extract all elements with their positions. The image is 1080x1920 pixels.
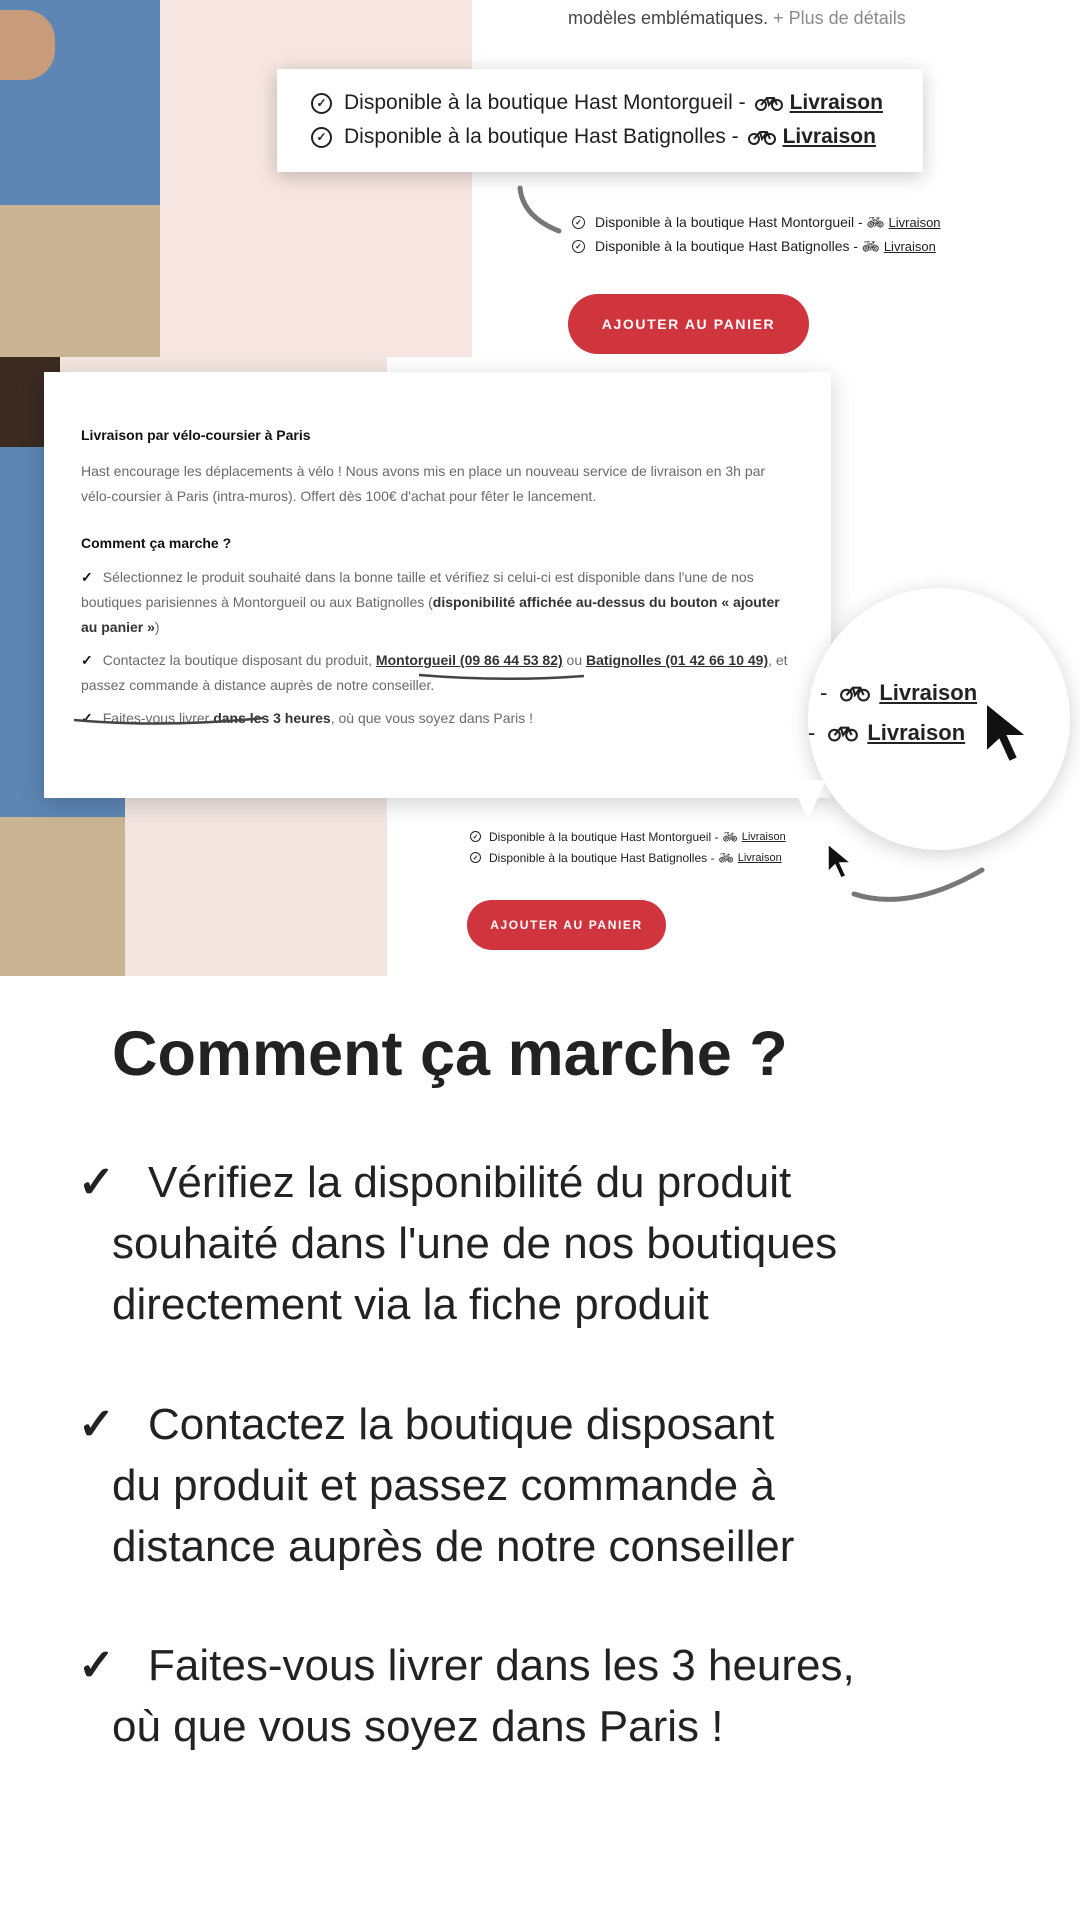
bicycle-icon: 🚲︎ — [862, 237, 880, 254]
how-it-works-title: Comment ça marche ? — [112, 1019, 788, 1089]
bicycle-icon — [747, 129, 777, 145]
popup-step-1: ✓ Sélectionnez le produit souhaité dans la bonne taille et vérifiez si celui-ci est disponible dans l'une de nos boutiques parisiennes à Montorgueil ou aux Batignolles (disponibilité affichée au-dessus du bouton « ajouter au panier ») — [81, 569, 780, 635]
availability-row — [470, 847, 786, 868]
product-description — [568, 8, 906, 29]
availability-zoom-card — [277, 69, 923, 172]
zoom-bubble — [808, 588, 1070, 850]
popup-step-3: ✓ Faites-vous livrer dans les 3 heures, où que vous soyez dans Paris ! — [81, 710, 534, 726]
availability-row — [572, 234, 941, 258]
availability-text: Disponible à la boutique Hast Batignolles - — [344, 125, 739, 148]
zoom-row: - Livraison — [808, 720, 966, 745]
step-line: Vérifiez la disponibilité du produit — [148, 1158, 792, 1207]
delivery-link[interactable]: Livraison — [737, 851, 782, 864]
cursor-arrow-icon — [983, 700, 1039, 770]
availability-row — [311, 91, 883, 115]
popup-intro: Hast encourage les déplacements à vélo ! Nous avons mis en place un nouveau service de livraison en 3h par vélo-coursier à Paris (intra-muros). Offert dès 100€ d'achat pour fêter le lancement. — [81, 463, 766, 504]
checkmark-icon: ✓ — [81, 652, 93, 668]
how-step-3 — [78, 1635, 1038, 1757]
step-line: souhaité dans l'une de nos boutiques — [112, 1219, 838, 1268]
model-photo-top — [0, 0, 472, 357]
curved-arrow-decoration — [515, 185, 565, 235]
availability-row — [572, 210, 941, 234]
montorgueil-phone-link[interactable]: Montorgueil (09 86 44 53 82) — [375, 652, 563, 668]
step-line: Faites-vous livrer dans les 3 heures, — [148, 1641, 855, 1690]
bicycle-icon — [827, 724, 859, 742]
popup-step-2: ✓ Contactez la boutique disposant du produit, Montorgueil (09 86 44 53 82) ou Batignolles (01 42 66 10 49), et passez commande à distance auprès de notre conseiller. — [81, 652, 788, 693]
delivery-link[interactable]: Livraison — [789, 91, 883, 114]
check-circle-icon: ✓ — [470, 831, 481, 842]
availability-text: Disponible à la boutique Hast Montorgueil - — [344, 91, 746, 114]
checkmark-icon: ✓ — [78, 1400, 115, 1449]
delivery-link[interactable]: Livraison — [883, 238, 936, 254]
add-to-cart-button[interactable]: AJOUTER AU PANIER — [568, 294, 809, 354]
check-circle-icon: ✓ — [572, 216, 585, 229]
bubble-pointer — [788, 780, 828, 830]
popup-title: Livraison par vélo-coursier à Paris — [81, 427, 311, 443]
checkmark-icon: ✓ — [81, 569, 93, 585]
step-line: directement via la fiche produit — [112, 1280, 709, 1329]
popup-how-title: Comment ça marche ? — [81, 535, 232, 551]
delivery-info-popup — [44, 372, 831, 798]
availability-text: Disponible à la boutique Hast Montorgueil - — [595, 214, 863, 230]
check-circle-icon: ✓ — [470, 852, 481, 863]
checkmark-icon: ✓ — [78, 1158, 115, 1207]
delivery-link[interactable]: Livraison — [782, 125, 876, 148]
delivery-link[interactable]: Livraison — [888, 214, 941, 230]
availability-row — [470, 826, 786, 847]
hand-drawn-underline — [74, 670, 674, 730]
check-circle-icon: ✓ — [311, 93, 332, 114]
step-line: où que vous soyez dans Paris ! — [112, 1702, 724, 1751]
checkmark-icon: ✓ — [81, 710, 93, 726]
availability-row — [311, 125, 876, 149]
bicycle-icon: 🚲︎ — [866, 213, 885, 230]
bicycle-icon — [754, 95, 784, 111]
curved-arrow-decoration — [850, 860, 990, 910]
delivery-link[interactable]: Livraison — [867, 720, 966, 745]
delivery-link[interactable]: Livraison — [879, 680, 978, 705]
more-details-link[interactable]: + Plus de détails — [773, 8, 906, 28]
how-step-1 — [78, 1152, 1038, 1335]
availability-text: Disponible à la boutique Hast Batignolles - — [595, 238, 859, 254]
bicycle-icon: 🚲︎ — [722, 829, 738, 844]
availability-text: Disponible à la boutique Hast Batignolles - — [489, 850, 715, 865]
step-line: Contactez la boutique disposant — [148, 1400, 775, 1449]
checkmark-icon: ✓ — [78, 1641, 115, 1690]
step-line: distance auprès de notre conseiller — [112, 1522, 795, 1571]
check-circle-icon: ✓ — [311, 127, 332, 148]
zoom-row: - Livraison — [820, 680, 978, 705]
bicycle-icon: 🚲︎ — [718, 850, 734, 865]
intro-text: modèles emblématiques. — [568, 8, 769, 28]
delivery-link[interactable]: Livraison — [741, 830, 786, 843]
availability-list-small-bottom — [470, 826, 786, 868]
how-step-2 — [78, 1394, 1038, 1577]
check-circle-icon: ✓ — [572, 240, 585, 253]
batignolles-phone-link[interactable]: Batignolles (01 42 66 10 49) — [586, 652, 769, 668]
add-to-cart-button[interactable]: AJOUTER AU PANIER — [467, 900, 666, 950]
availability-text: Disponible à la boutique Hast Montorgueil - — [489, 829, 719, 844]
step-line: du produit et passez commande à — [112, 1461, 775, 1510]
bicycle-icon — [839, 684, 871, 702]
availability-list-small — [572, 210, 941, 258]
